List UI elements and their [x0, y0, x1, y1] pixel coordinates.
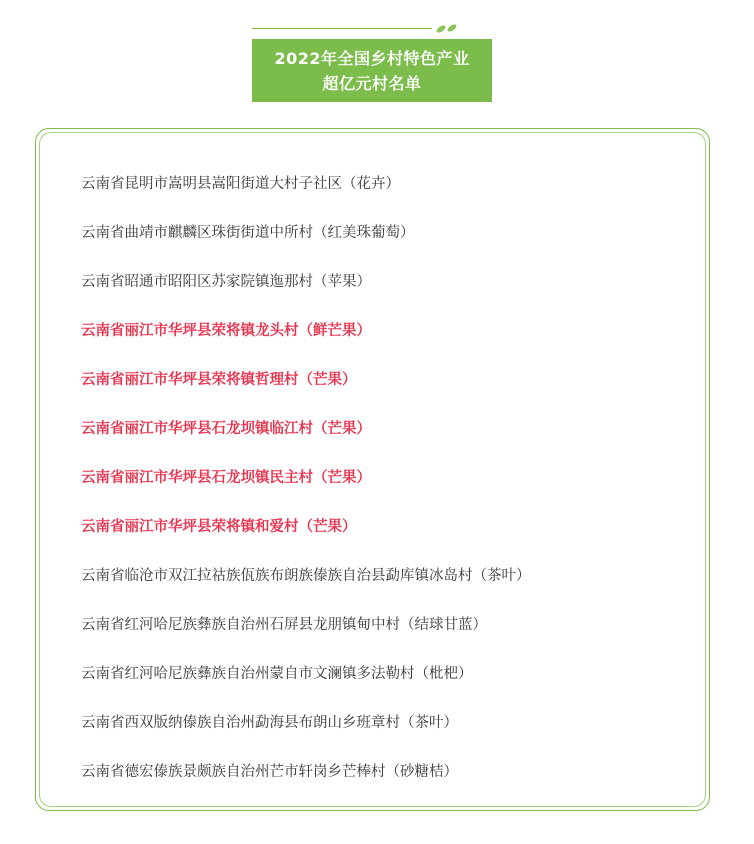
- list-item: 云南省丽江市华坪县荣将镇龙头村（鲜芒果）: [81, 323, 371, 339]
- list-item: 云南省昆明市嵩明县嵩阳街道大村子社区（花卉）: [81, 176, 400, 192]
- leaf-icon: [434, 22, 460, 34]
- list-item: 云南省丽江市华坪县荣将镇哲理村（芒果）: [81, 372, 357, 388]
- list-item: 云南省红河哈尼族彝族自治州石屏县龙朋镇甸中村（结球甘蓝）: [81, 617, 487, 633]
- list-item: 云南省丽江市华坪县石龙坝镇民主村（芒果）: [81, 470, 371, 486]
- title-decor-line: [252, 28, 432, 29]
- list-item: 云南省曲靖市麒麟区珠街街道中所村（红美珠葡萄）: [81, 225, 415, 241]
- title-line-2: 超亿元村名单: [322, 73, 422, 93]
- page-title: [252, 39, 492, 102]
- list-item: 云南省西双版纳傣族自治州勐海县布朗山乡班章村（茶叶）: [81, 715, 458, 731]
- list-item: 云南省丽江市华坪县荣将镇和爱村（芒果）: [81, 519, 357, 535]
- list-item: 云南省丽江市华坪县石龙坝镇临江村（芒果）: [81, 421, 371, 437]
- list-item: 云南省红河哈尼族彝族自治州蒙自市文澜镇多法勒村（枇杷）: [81, 666, 473, 682]
- title-line-1: 2022年全国乡村特色产业: [274, 48, 470, 68]
- list-item: 云南省德宏傣族景颇族自治州芒市轩岗乡芒棒村（砂糖桔）: [81, 764, 458, 780]
- list-item: 云南省昭通市昭阳区苏家院镇迤那村（苹果）: [81, 274, 371, 290]
- list-item: 云南省临沧市双江拉祜族佤族布朗族傣族自治县勐库镇冰岛村（茶叶）: [81, 568, 531, 584]
- village-list: [81, 170, 531, 807]
